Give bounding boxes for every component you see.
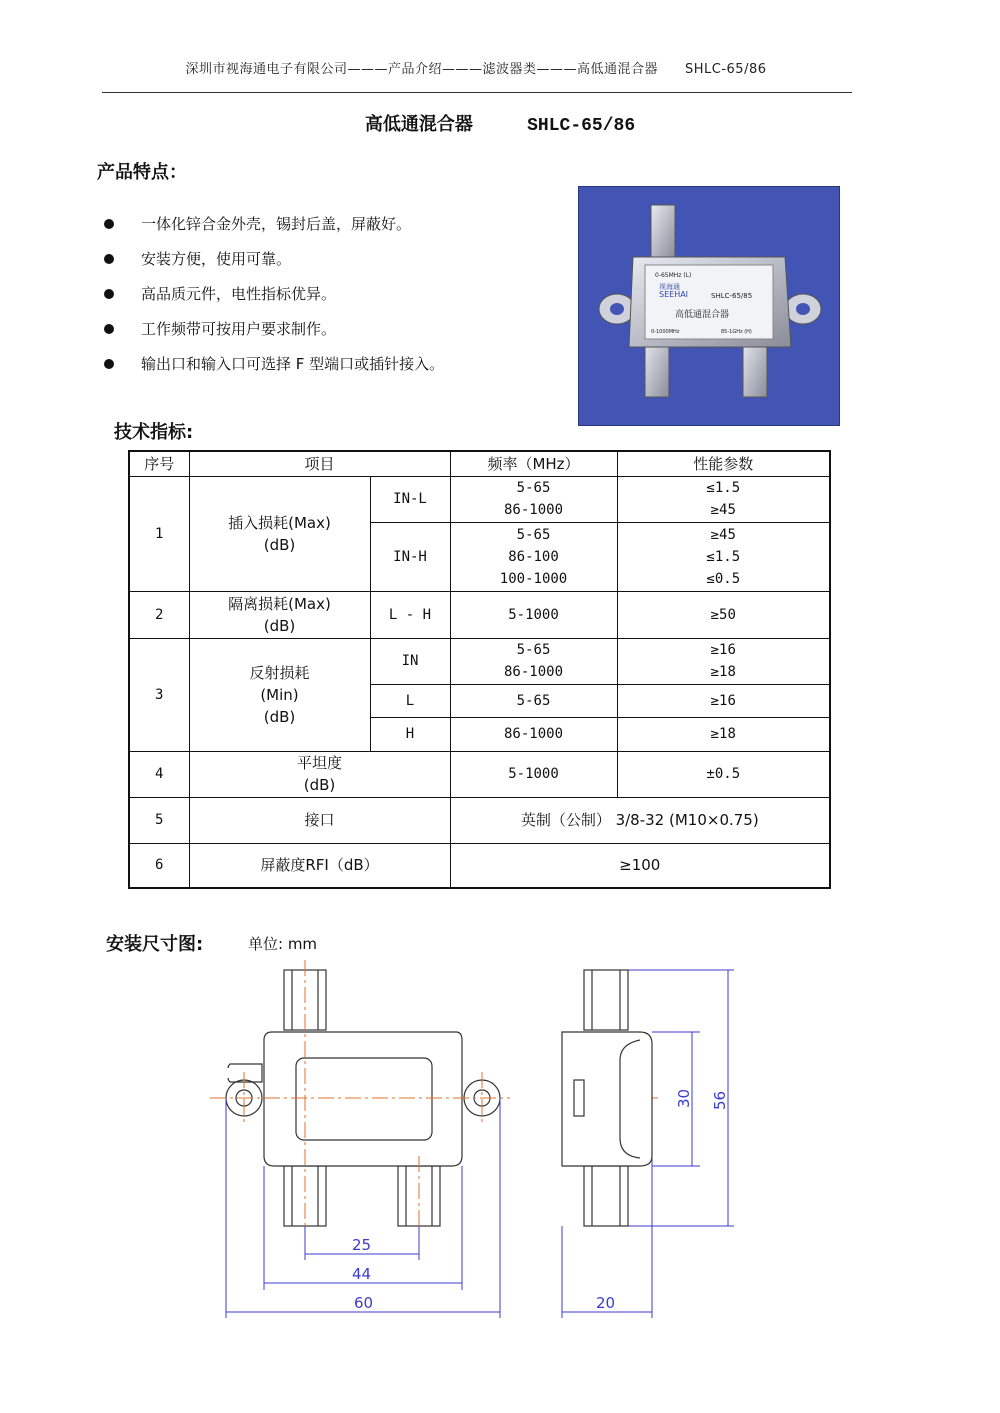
row-value: 英制（公制） 3/8-32 (M10×0.75) <box>450 797 830 843</box>
row-no: 1 <box>129 476 189 591</box>
spec-table <box>128 450 831 889</box>
features-heading: 产品特点： <box>97 162 187 183</box>
row-no: 3 <box>129 638 189 751</box>
dim-56: 56 <box>711 1090 729 1110</box>
photo-model: SHLC-65/85 <box>711 292 753 300</box>
dim-44: 44 <box>352 1265 372 1283</box>
row-item: 屏蔽度RFI（dB） <box>189 843 450 888</box>
row-sub: IN-L <box>370 476 450 522</box>
header-divider <box>102 92 852 93</box>
table-row <box>129 751 830 797</box>
photo-brand-en: SEEHAI <box>659 290 689 299</box>
unit-label: 单位: mm <box>248 935 318 953</box>
row-item: 接口 <box>189 797 450 843</box>
row-freq: 5-65 86-100 100-1000 <box>450 522 617 591</box>
specs-heading: 技术指标: <box>114 422 194 443</box>
row-freq: 5-65 <box>450 684 617 717</box>
row-perf: ≥45 ≤1.5 ≤0.5 <box>617 522 830 591</box>
table-row <box>129 591 830 638</box>
side-bottom-connector <box>584 1166 628 1226</box>
product-name: 高低通混合器 <box>364 114 473 135</box>
table-row <box>129 638 830 684</box>
row-freq: 86-1000 <box>450 717 617 751</box>
side-top-connector <box>584 970 628 1030</box>
col-header-no: 序号 <box>129 451 189 476</box>
row-item: 反射损耗 (Min) (dB) <box>189 638 370 751</box>
row-perf: ≥16 <box>617 684 830 717</box>
row-sub: L <box>370 684 450 717</box>
row-freq: 5-65 86-1000 <box>450 638 617 684</box>
dim-20: 20 <box>596 1294 616 1312</box>
row-perf: ≥50 <box>617 591 830 638</box>
table-row <box>129 843 830 888</box>
row-perf: ≥18 <box>617 717 830 751</box>
row-item: 平坦度 (dB) <box>189 751 450 797</box>
photo-label-right: 85-1GHz (H) <box>721 329 752 335</box>
col-header-perf: 性能参数 <box>617 451 830 476</box>
row-freq: 5-1000 <box>450 591 617 638</box>
row-sub: L - H <box>370 591 450 638</box>
bullet-icon <box>104 289 114 299</box>
product-model: SHLC-65/86 <box>527 116 636 136</box>
row-value: ≥100 <box>450 843 830 888</box>
list-item: 工作频带可按用户要求制作。 <box>104 311 444 346</box>
mixer-device-illustration <box>579 187 840 426</box>
product-photo <box>578 186 840 426</box>
row-no: 2 <box>129 591 189 638</box>
dim-25: 25 <box>352 1236 372 1254</box>
installation-drawing <box>200 960 760 1320</box>
feature-list <box>104 206 444 381</box>
dim-60: 60 <box>354 1294 374 1312</box>
list-item: 输出口和输入口可选择 F 型端口或插针接入。 <box>104 346 444 381</box>
page-title <box>0 110 1000 136</box>
bullet-icon <box>104 359 114 369</box>
photo-brand-cn: 视海通 <box>659 283 680 291</box>
page-header: 深圳市视海通电子有限公司———产品介绍———滤波器类———高低通混合器 SHLC-65/86 <box>185 62 767 77</box>
col-header-item: 项目 <box>189 451 450 476</box>
row-sub: H <box>370 717 450 751</box>
photo-product: 高低通混合器 <box>675 310 730 320</box>
list-item: 高品质元件，电性指标优异。 <box>104 276 444 311</box>
row-perf: ≤1.5 ≥45 <box>617 476 830 522</box>
row-no: 5 <box>129 797 189 843</box>
photo-label-left: 0-1000MHz <box>651 329 680 335</box>
table-row <box>129 476 830 522</box>
row-freq: 5-65 86-1000 <box>450 476 617 522</box>
photo-label-top: 0-65MHz (L) <box>655 272 692 279</box>
row-sub: IN <box>370 638 450 684</box>
table-row <box>129 797 830 843</box>
install-heading: 安装尺寸图: <box>106 934 204 955</box>
table-header-row <box>129 451 830 476</box>
list-item: 安装方便，使用可靠。 <box>104 241 444 276</box>
bullet-icon <box>104 324 114 334</box>
row-perf: ≥16 ≥18 <box>617 638 830 684</box>
row-item: 插入损耗(Max) (dB) <box>189 476 370 591</box>
row-no: 4 <box>129 751 189 797</box>
bullet-icon <box>104 254 114 264</box>
row-freq: 5-1000 <box>450 751 617 797</box>
row-perf: ±0.5 <box>617 751 830 797</box>
row-no: 6 <box>129 843 189 888</box>
side-view <box>562 970 652 1226</box>
col-header-freq: 频率（MHz） <box>450 451 617 476</box>
bullet-icon <box>104 219 114 229</box>
side-housing <box>562 1032 652 1166</box>
row-item: 隔离损耗(Max) (dB) <box>189 591 370 638</box>
row-sub: IN-H <box>370 522 450 591</box>
dim-30: 30 <box>675 1088 693 1108</box>
list-item: 一体化锌合金外壳，锡封后盖，屏蔽好。 <box>104 206 444 241</box>
